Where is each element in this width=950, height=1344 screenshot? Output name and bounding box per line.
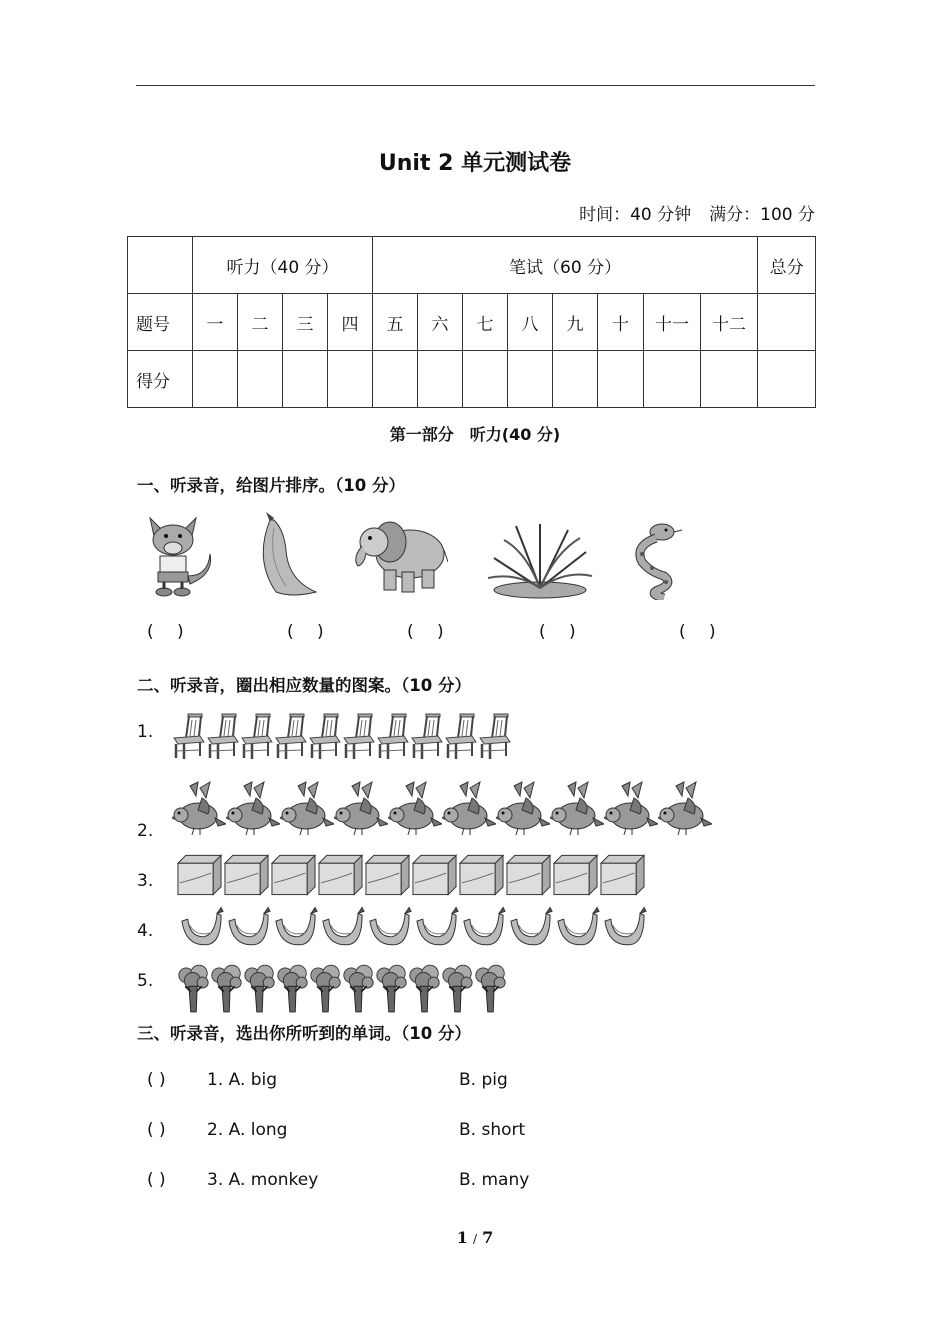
question-no-6: 六 (418, 294, 463, 351)
score-cell[interactable] (373, 351, 418, 408)
banana-icon[interactable] (225, 906, 272, 950)
score-cell[interactable] (553, 351, 598, 408)
section-three-title: 三、听录音，选出你所听到的单词。（10 分） (137, 1024, 471, 1043)
current-page: 1 (456, 1228, 468, 1247)
snake-picture (628, 520, 684, 600)
bird-icon[interactable] (550, 780, 604, 838)
bird-icon[interactable] (226, 780, 280, 838)
section-one-title: 一、听录音，给图片排序。（10 分） (137, 476, 405, 495)
banana-icon[interactable] (178, 906, 225, 950)
banana-icon[interactable] (413, 906, 460, 950)
banana-icon[interactable] (601, 906, 648, 950)
tree-icon[interactable] (474, 962, 507, 1016)
banana-icon[interactable] (319, 906, 366, 950)
score-cell[interactable] (701, 351, 758, 408)
page-title: Unit 2 单元测试卷 (378, 151, 572, 176)
score-cell[interactable] (463, 351, 508, 408)
question-row (147, 1120, 525, 1140)
total-score-cell[interactable] (758, 351, 816, 408)
answer-bracket[interactable]: ( ) (679, 622, 716, 642)
question-no-7: 七 (463, 294, 508, 351)
box-icon[interactable] (599, 853, 646, 897)
box-icon[interactable] (552, 853, 599, 897)
tree-icon[interactable] (375, 962, 408, 1016)
chair-icon[interactable] (410, 704, 444, 768)
row-number: 5. (137, 971, 154, 991)
row-number: 2. (137, 821, 154, 841)
banana-icon[interactable] (460, 906, 507, 950)
question-no-5: 五 (373, 294, 418, 351)
tree-icon[interactable] (441, 962, 474, 1016)
bird-icon[interactable] (334, 780, 388, 838)
question-no-2: 二 (238, 294, 283, 351)
chair-icon[interactable] (240, 704, 274, 768)
question-no-1: 一 (193, 294, 238, 351)
score-cell[interactable] (644, 351, 701, 408)
answer-bracket[interactable]: ( ) (287, 622, 324, 642)
total-cell (758, 294, 816, 351)
exam-meta (561, 200, 815, 225)
option-b: B. many (459, 1170, 530, 1190)
score-label: 得分 (128, 351, 193, 408)
option-a: 2. A. long (207, 1120, 288, 1140)
question-no-4: 四 (328, 294, 373, 351)
question-no-8: 八 (508, 294, 553, 351)
chair-icon[interactable] (478, 704, 512, 768)
question-no-label: 题号 (128, 294, 193, 351)
question-no-9: 九 (553, 294, 598, 351)
header-rule (136, 85, 815, 86)
chair-icon[interactable] (444, 704, 478, 768)
writing-header: 笔试（60 分） (373, 237, 758, 294)
tree-icon[interactable] (243, 962, 276, 1016)
banana-icon[interactable] (366, 906, 413, 950)
row-number: 3. (137, 871, 154, 891)
answer-bracket[interactable]: ( ) (147, 1070, 166, 1090)
score-cell[interactable] (598, 351, 644, 408)
score-cell[interactable] (328, 351, 373, 408)
score-cell[interactable] (418, 351, 463, 408)
fox-picture (140, 514, 216, 598)
box-icon[interactable] (505, 853, 552, 897)
question-no-11: 十一 (644, 294, 701, 351)
chair-row (172, 704, 512, 768)
tree-icon[interactable] (408, 962, 441, 1016)
total-pages: 7 (482, 1228, 494, 1247)
question-no-10: 十 (598, 294, 644, 351)
banana-row (178, 906, 648, 950)
total-header: 总分 (758, 237, 816, 294)
bird-icon[interactable] (172, 780, 226, 838)
row-number: 1. (137, 722, 154, 742)
score-table (127, 236, 816, 408)
tree-icon[interactable] (309, 962, 342, 1016)
answer-bracket[interactable]: ( ) (539, 622, 576, 642)
banana-icon[interactable] (272, 906, 319, 950)
bird-icon[interactable] (388, 780, 442, 838)
banana-picture (252, 510, 322, 598)
page-indicator (0, 1228, 950, 1247)
box-icon[interactable] (364, 853, 411, 897)
option-b: B. short (459, 1120, 526, 1140)
box-icon[interactable] (223, 853, 270, 897)
section-two-title: 二、听录音，圈出相应数量的图案。（10 分） (137, 676, 471, 695)
row-number: 4. (137, 921, 154, 941)
chair-icon[interactable] (274, 704, 308, 768)
part-one-title: 第一部分 听力(40 分) (389, 425, 561, 444)
chair-icon[interactable] (206, 704, 240, 768)
time-limit: 时间：40 分钟 (579, 205, 692, 225)
score-table-header-row (128, 237, 816, 294)
chair-icon[interactable] (308, 704, 342, 768)
tree-icon[interactable] (177, 962, 210, 1016)
question-no-3: 三 (283, 294, 328, 351)
banana-icon[interactable] (554, 906, 601, 950)
option-a: 1. A. big (207, 1070, 278, 1090)
tree-icon[interactable] (342, 962, 375, 1016)
answer-bracket[interactable]: ( ) (407, 622, 444, 642)
empty-cell (128, 237, 193, 294)
option-a: 3. A. monkey (207, 1170, 319, 1190)
box-icon[interactable] (317, 853, 364, 897)
banana-icon[interactable] (507, 906, 554, 950)
bird-icon[interactable] (604, 780, 658, 838)
question-no-12: 十二 (701, 294, 758, 351)
score-cell[interactable] (238, 351, 283, 408)
score-row (128, 351, 816, 408)
answer-bracket[interactable]: ( ) (147, 622, 184, 642)
grass-picture (486, 522, 594, 600)
listening-header: 听力（40 分） (193, 237, 373, 294)
page-separator: / (472, 1232, 478, 1246)
chair-icon[interactable] (172, 704, 206, 768)
tree-icon[interactable] (276, 962, 309, 1016)
tree-icon[interactable] (210, 962, 243, 1016)
box-icon[interactable] (270, 853, 317, 897)
tree-row (177, 962, 507, 1016)
score-cell[interactable] (193, 351, 238, 408)
chair-icon[interactable] (342, 704, 376, 768)
option-b: B. pig (459, 1070, 508, 1090)
question-row (147, 1170, 529, 1190)
box-icon[interactable] (411, 853, 458, 897)
bird-row (172, 780, 712, 838)
elephant-picture (352, 514, 448, 598)
question-row (147, 1070, 508, 1090)
bird-icon[interactable] (442, 780, 496, 838)
box-icon[interactable] (176, 853, 223, 897)
chair-icon[interactable] (376, 704, 410, 768)
box-icon[interactable] (458, 853, 505, 897)
box-row (176, 853, 646, 897)
answer-bracket[interactable]: ( ) (147, 1120, 166, 1140)
score-cell[interactable] (508, 351, 553, 408)
full-score: 满分：100 分 (709, 205, 815, 225)
bird-icon[interactable] (280, 780, 334, 838)
answer-bracket[interactable]: ( ) (147, 1170, 166, 1190)
question-number-row (128, 294, 816, 351)
bird-icon[interactable] (658, 780, 712, 838)
bird-icon[interactable] (496, 780, 550, 838)
score-cell[interactable] (283, 351, 328, 408)
